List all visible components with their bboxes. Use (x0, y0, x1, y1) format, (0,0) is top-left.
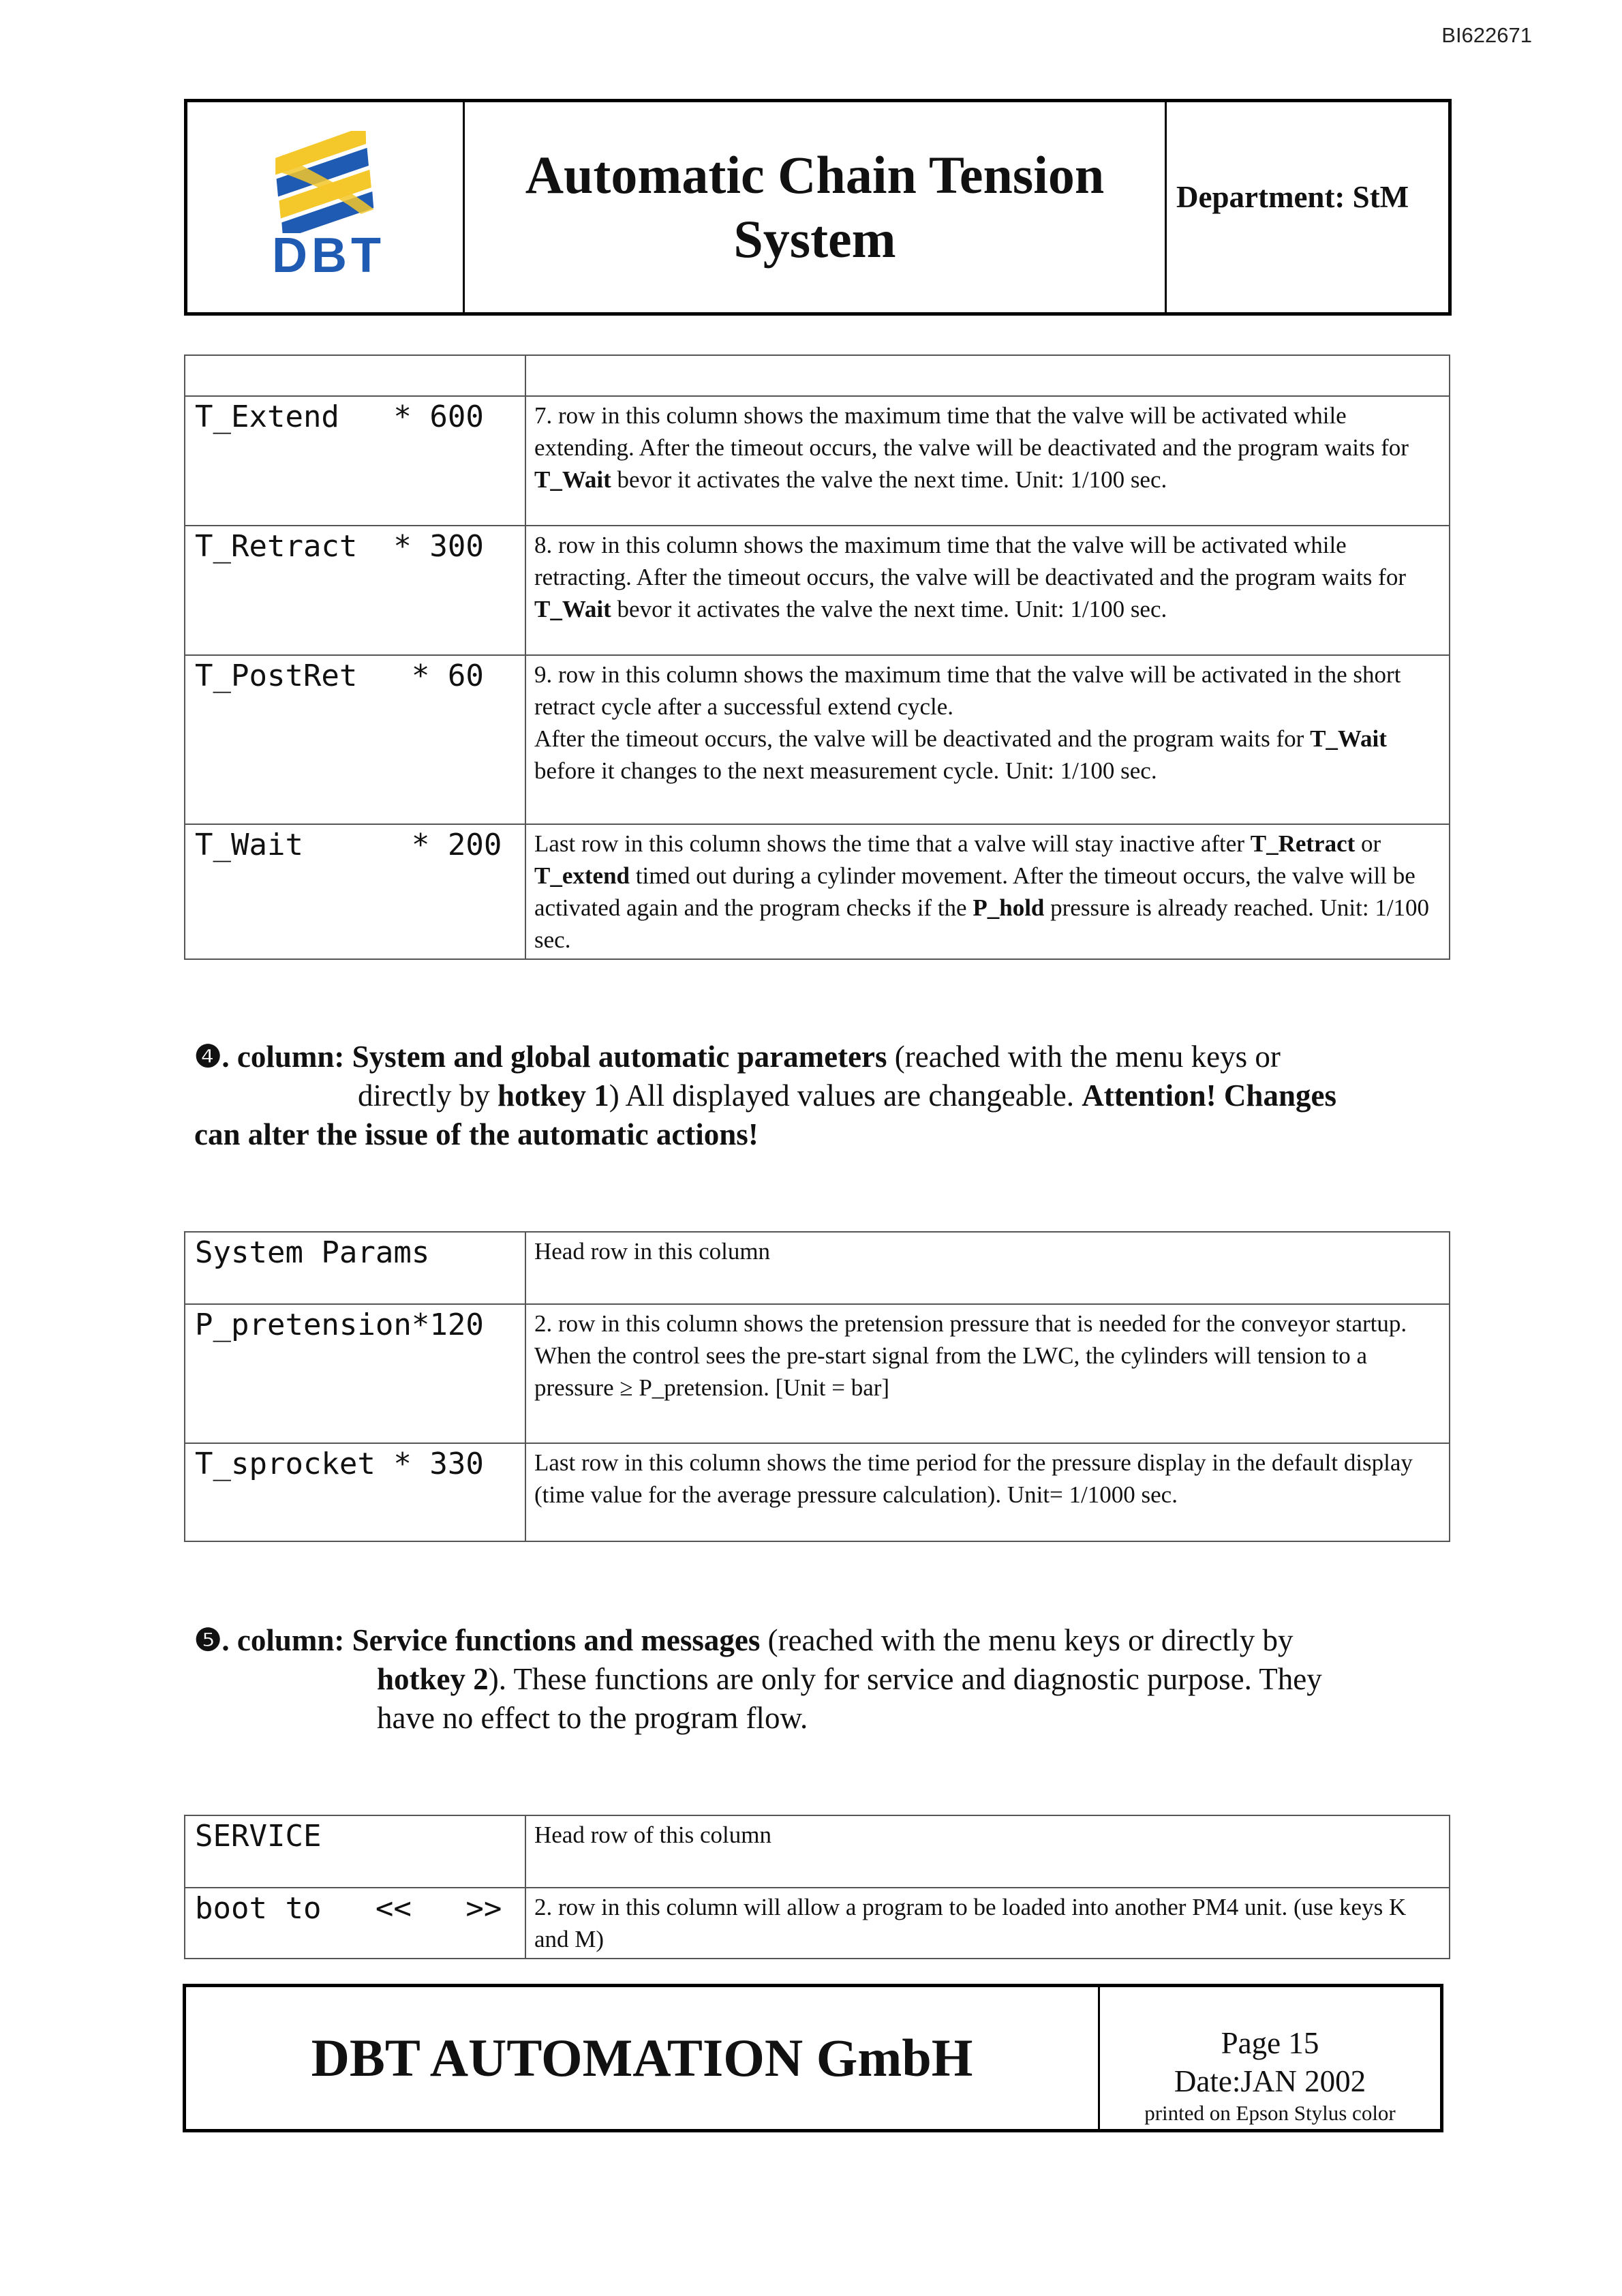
printed-note: printed on Epson Stylus color (1144, 2101, 1396, 2125)
department-cell (1167, 102, 1448, 312)
parameter-description: 2. row in this column will allow a program to be loaded into another PM4 unit. (use keys K and M) (525, 1888, 1450, 1959)
table-row (185, 396, 1450, 526)
section-5-line-2: hotkey 2). These functions are only for service and diagnostic purpose. They (377, 1662, 1322, 1696)
section-4-line-3: can alter the issue of the automatic actions! (194, 1117, 759, 1151)
parameter-name: T_Extend * 600 (185, 396, 525, 526)
table-row (185, 355, 1450, 396)
timing-parameters-table (184, 354, 1450, 960)
title-cell (465, 102, 1167, 312)
table-row (185, 1888, 1450, 1959)
section-5-line-3: have no effect to the program flow. (377, 1701, 808, 1735)
table-row (185, 824, 1450, 959)
page-number: Page 15 (1221, 2026, 1319, 2060)
parameter-description: Last row in this column shows the time period for the pressure display in the default display (time value for the average pressure calculation). Unit= 1/1000 sec. (525, 1443, 1450, 1541)
document-title: Automatic Chain Tension System (525, 145, 1105, 269)
parameter-name: T_sprocket * 330 (185, 1443, 525, 1541)
logo-wordmark: DBT (272, 228, 385, 283)
section-5-line-1: ❺. column: Service functions and messages (reached with the menu keys or directly by (194, 1623, 1294, 1657)
parameter-description: 8. row in this column shows the maximum time that the valve will be activated while retracting. After the timeout occurs, the valve will be deactivated and the program waits for T_Wait bevor it activates the valve the next time. Unit: 1/100 sec. (525, 526, 1450, 655)
system-parameters-table (184, 1231, 1450, 1542)
parameter-name: SERVICE (185, 1815, 525, 1888)
parameter-description: 7. row in this column shows the maximum time that the valve will be activated while extending. After the timeout occurs, the valve will be deactivated and the program waits for T_Wait bevor it activates the valve the next time. Unit: 1/100 sec. (525, 396, 1450, 526)
table-row (185, 1304, 1450, 1443)
section-4-intro (194, 1038, 1441, 1154)
parameter-description: 9. row in this column shows the maximum time that the valve will be activated in the short retract cycle after a successful extend cycle. After the timeout occurs, the valve will be deactivated and the program waits for T_Wait before it changes to the next measurement cycle. Unit: 1/100 sec. (525, 655, 1450, 824)
parameter-description: Head row of this column (525, 1815, 1450, 1888)
document-id: BI622671 (1441, 23, 1532, 47)
parameter-name (185, 355, 525, 396)
logo-cell (187, 102, 465, 312)
table-row (185, 1232, 1450, 1304)
parameter-name: T_Wait * 200 (185, 824, 525, 959)
table-row (185, 1815, 1450, 1888)
footer-info (1100, 1987, 1440, 2129)
section-4-line-1: ❹. column: System and global automatic parameters (reached with the menu keys or (194, 1040, 1281, 1074)
parameter-description: 2. row in this column shows the pretension pressure that is needed for the conveyor startup. When the control sees the pre-start signal from the LWC, the cylinders will tension to a pressure ≥ P_pretension. [Unit = bar] (525, 1304, 1450, 1443)
parameter-name: T_Retract * 300 (185, 526, 525, 655)
table-row (185, 526, 1450, 655)
parameter-description: Head row in this column (525, 1232, 1450, 1304)
parameter-name: T_PostRet * 60 (185, 655, 525, 824)
department-label: Department: StM (1176, 180, 1409, 214)
section-5-intro (194, 1621, 1441, 1738)
parameter-description (525, 355, 1450, 396)
parameter-name: System Params (185, 1232, 525, 1304)
section-4-line-2: directly by hotkey 1) All displayed values are changeable. Attention! Changes (358, 1078, 1336, 1113)
dbt-logo-icon (264, 131, 393, 233)
page-footer (183, 1984, 1443, 2132)
table-row (185, 655, 1450, 824)
parameter-name: boot to << >> (185, 1888, 525, 1959)
service-table (184, 1815, 1450, 1959)
table-row (185, 1443, 1450, 1541)
page-header (184, 99, 1452, 316)
document-date: Date:JAN 2002 (1174, 2064, 1366, 2098)
parameter-name: P_pretension*120 (185, 1304, 525, 1443)
parameter-description: Last row in this column shows the time that a valve will stay inactive after T_Retract or T_extend timed out during a cylinder movement. After the timeout occurs, the valve will be activated again and the program checks if the P_hold pressure is already reached. Unit: 1/100 sec. (525, 824, 1450, 959)
company-name: DBT AUTOMATION GmbH (186, 1987, 1100, 2129)
